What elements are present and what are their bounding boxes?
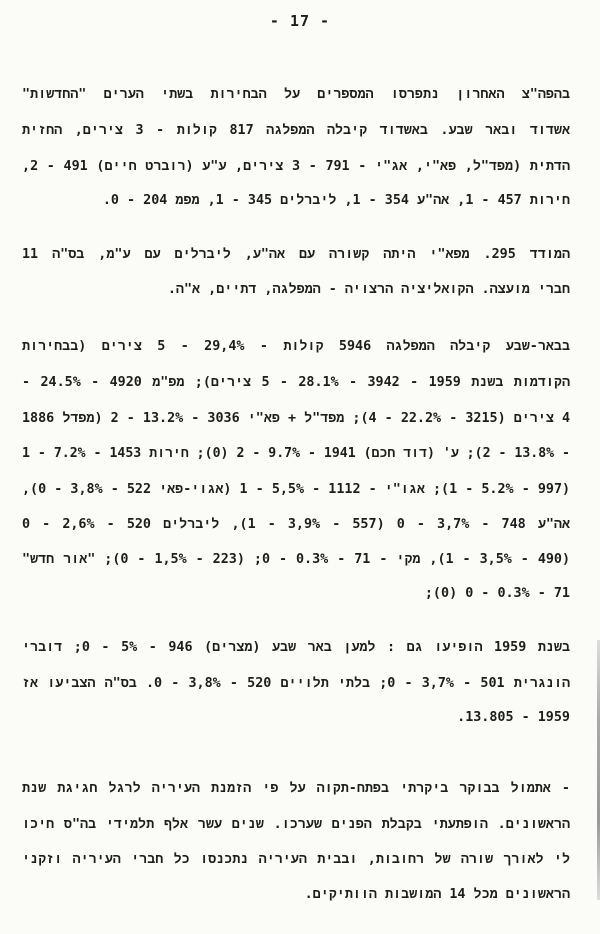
paragraph-5-line-4: הראשונים מכל 14 המושבות הוותיקים. xyxy=(304,887,570,902)
paragraph-3-line-4: - 13.8% - 2); ע' (דוד חכם) 1941 - 9.7% - 2 (0); חירות 1453 - 7.2% - 1 xyxy=(22,446,570,461)
paragraph-2-line-2: חברי מועצה. הקואליציה הרצויה - המפלגה, דתיים, א"ה. xyxy=(167,282,570,297)
paragraph-3-line-8: 71 - 0.3% - 0 (0); xyxy=(424,586,570,601)
paragraph-2-line-1: המודד 295. מפא"י היתה קשורה עם אה"ע, ליברלים עם ע"מ, בס"ה 11 xyxy=(22,247,570,262)
paragraph-3-line-6: אה"ע 748 - 3,7% - 0 (557 - 3,9% - 1), ליברלים 520 - 2,6% - 0 xyxy=(22,517,570,532)
paragraph-4-line-2: הונגרית 501 - 3,7% - 0; בלתי תלויים 520 - 3,8% - 0. בס"ה הצביעו אז xyxy=(22,676,571,691)
page-number: - 17 - xyxy=(269,12,331,30)
paragraph-1-line-2: אשדוד ובאר שבע. באשדוד קיבלה המפלגה 817 קולות - 3 צירים, החזית xyxy=(22,123,570,138)
paragraph-3-line-5: (997 - 5.2% - 1); אגו"י - 1112 - 5,5% - 1 (אגוי-פאי 522 - 3,8% - 0), xyxy=(22,482,571,497)
paragraph-3-line-1: בבאר-שבע קיבלה המפלגה 5946 קולות - 29,4% - 5 צירים (בבחירות xyxy=(22,339,571,354)
paragraph-4-line-3: 1959 - 13.805. xyxy=(457,710,570,725)
paragraph-5-line-1: - אתמול בבוקר ביקרתי בפתח-תקוה על פי הזמנת העיריה לרגל חגיגת שנת xyxy=(22,781,570,796)
paragraph-1-line-3: הדתית (מפד"ל, פא"י, אג"י - 791 - 3 צירים, ע"ע (רוברט חיים) 491 - 2, xyxy=(22,159,570,174)
paragraph-5-line-3: לי לאורך שורה של רחובות, ובבית העיריה נתכנסו כל חברי העיריה וזקני xyxy=(22,852,570,867)
paragraph-3-line-3: 4 צירים (3215 - 22.2% - 4); מפד"ל + פא"י 3036 - 13.2% - 2 (מפדל 1886 xyxy=(22,411,571,426)
paragraph-4-line-1: בשנת 1959 הופיעו גם : למען באר שבע (מצרים) 946 - 5% - 0; דוברי xyxy=(22,640,570,655)
paragraph-3-line-7: (490 - 3,5% - 1), מקי - 71 - 0.3% - 0; (223 - 1,5% - 0); "אור חדש" xyxy=(22,552,571,567)
paragraph-1-line-4: חירות 457 - 1, אה"ע 354 - 1, ליברלים 345 - 1, מפמ 204 - 0. xyxy=(102,193,570,208)
paragraph-5-line-2: הראשונים. הופתעתי בקבלת הפנים שערכו. שנים עשר אלף תלמידי בה"ס חיכו xyxy=(22,817,570,832)
paragraph-1-line-1: בהפה"צ האחרון נתפרסו המספרים על הבחירות בשתי הערים "החדשות" xyxy=(22,87,570,102)
paragraph-3-line-2: הקודמות בשנת 1959 - 3942 - 28.1% - 5 צירים); מפ"מ 4920 - 24.5% - xyxy=(22,375,570,390)
